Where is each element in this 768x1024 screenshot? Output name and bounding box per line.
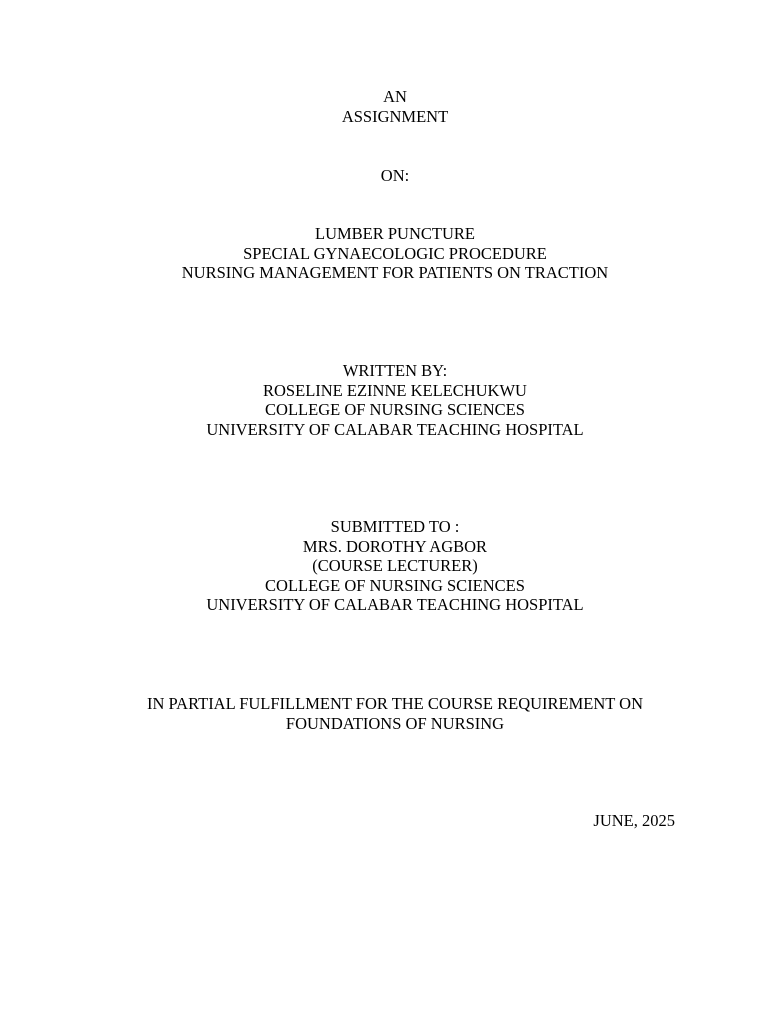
fulfillment-statement xyxy=(0,694,768,733)
author-name: ROSELINE EZINNE KELECHUKWU xyxy=(263,380,527,400)
lecturer-institution: UNIVERSITY OF CALABAR TEACHING HOSPITAL xyxy=(206,595,584,615)
on-heading: ON: xyxy=(380,166,410,185)
written-by-heading: WRITTEN BY: xyxy=(342,361,448,380)
on-heading-block xyxy=(0,166,768,186)
author-block xyxy=(0,361,768,439)
topic-item: SPECIAL GYNAECOLOGIC PROCEDURE xyxy=(243,243,547,263)
submitted-to-block xyxy=(0,517,768,615)
title-line-an: AN xyxy=(383,87,407,106)
fulfillment-line: IN PARTIAL FULFILLMENT FOR THE COURSE REQUIREMENT ON xyxy=(146,694,644,713)
lecturer-role: (COURSE LECTURER) xyxy=(312,556,478,576)
submitted-to-heading: SUBMITTED TO : xyxy=(330,517,460,536)
topic-item: LUMBER PUNCTURE xyxy=(315,224,475,243)
title-line-assignment: ASSIGNMENT xyxy=(341,106,449,126)
course-name: FOUNDATIONS OF NURSING xyxy=(285,713,505,733)
submission-date: JUNE, 2025 xyxy=(593,811,675,830)
topic-item: NURSING MANAGEMENT FOR PATIENTS ON TRACTION xyxy=(181,263,609,283)
title-block xyxy=(0,87,768,126)
topics-list xyxy=(0,224,768,283)
author-college: COLLEGE OF NURSING SCIENCES xyxy=(265,400,525,420)
lecturer-name: MRS. DOROTHY AGBOR xyxy=(302,536,488,556)
lecturer-college: COLLEGE OF NURSING SCIENCES xyxy=(265,575,525,595)
author-institution: UNIVERSITY OF CALABAR TEACHING HOSPITAL xyxy=(206,419,584,439)
